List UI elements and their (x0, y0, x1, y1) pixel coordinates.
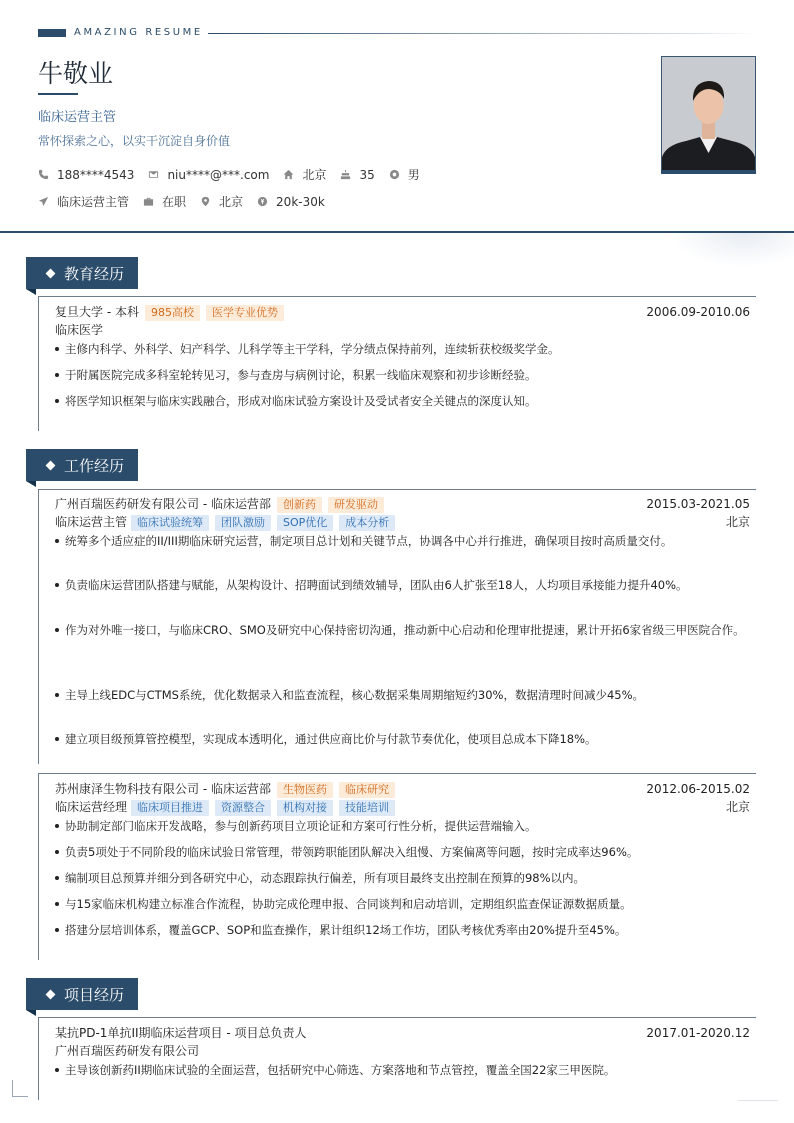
job-position-line (55, 800, 395, 816)
job-bullet: 作为对外唯一接口，与临床CRO、SMO及研究中心保持密切沟通，推动新中心启动和伦理审批提速，累计开拓6家省级三甲医院合作。 (55, 620, 745, 641)
job-bullet: 搭建分层培训体系，覆盖GCP、SOP和监查操作，累计组织12场工作坊，团队考核优秀率由20%提升至45%。 (55, 920, 753, 941)
candidate-role: 临床运营主管 (38, 110, 117, 125)
header-rule (208, 33, 756, 34)
company-tag: 临床研究 (339, 782, 395, 798)
company-tag: 创新药 (277, 497, 322, 513)
project-top-rule (38, 1017, 756, 1018)
briefcase-icon (143, 196, 154, 207)
skill-tag: 机构对接 (277, 800, 333, 816)
job-date: 2015.03-2021.05 (646, 497, 750, 511)
age-value: 35 (359, 167, 375, 182)
email-item (148, 168, 269, 182)
bullet-dot (55, 850, 59, 854)
education-bullet: 于附属医院完成多科室轮转见习，参与查房与病例讨论，积累一线临床观察和初步诊断经验。 (55, 365, 753, 386)
page-corner-mark (12, 1080, 28, 1097)
job-bullet: 协助制定部门临床开发战略，参与创新药项目立项论证和方案可行性分析，提供运营端输入。 (55, 816, 753, 837)
bullet-dot (55, 824, 59, 828)
education-bullet: 将医学知识框架与临床实践融合，形成对临床试验方案设计及受试者安全关键点的深度认知。 (55, 391, 753, 412)
bullet-dot (55, 737, 59, 741)
email-value: niu****@***.com (167, 167, 270, 182)
section-title-text: 教育经历 (64, 264, 125, 283)
job-bullet: 建立项目级预算管控模型，实现成本透明化，通过供应商比价与付款节奏优化，使项目总成本下降18%。 (55, 729, 753, 750)
job-date: 2012.06-2015.02 (646, 782, 750, 796)
skill-tag: 资源整合 (215, 800, 271, 816)
education-date: 2006.09-2010.06 (646, 305, 750, 319)
section-title-work (26, 449, 138, 481)
education-timeline-line (38, 296, 39, 431)
job-top-rule (38, 489, 756, 490)
footer-rule (738, 1100, 778, 1101)
project-date: 2017.01-2020.12 (646, 1026, 750, 1040)
home-icon (283, 169, 294, 180)
job-position-line (55, 515, 395, 531)
header-accent-bar (38, 29, 66, 37)
salary-item (257, 195, 325, 209)
diamond-icon (46, 460, 56, 470)
send-icon (38, 196, 49, 207)
skill-tag: 成本分析 (339, 515, 395, 531)
job-company: 苏州康泽生物科技有限公司 - 临床运营部 (55, 782, 271, 796)
job-city: 北京 (725, 515, 750, 529)
job-intent-row (38, 193, 339, 210)
bullet-dot (55, 399, 59, 403)
job-company-line (55, 782, 395, 798)
project-timeline-line (38, 1017, 39, 1100)
school-tag: 985高校 (145, 305, 200, 321)
skill-tag: 技能培训 (339, 800, 395, 816)
location-pin-icon (200, 196, 211, 207)
section-title-fold (26, 481, 36, 487)
education-top-rule (38, 296, 756, 297)
job-timeline-line (38, 773, 39, 960)
hometown-value: 北京 (302, 168, 327, 182)
job-bullet: 与15家临床机构建立标准合作流程，协助完成伦理申报、合同谈判和启动培训，定期组织监查保证源数据质量。 (55, 894, 753, 915)
project-name: 某抗PD-1单抗II期临床运营项目 - 项目总负责人 (55, 1026, 307, 1040)
bullet-dot (55, 1068, 59, 1072)
status-item (143, 193, 186, 210)
header-shadow-decoration (670, 233, 794, 267)
school-tag: 医学专业优势 (206, 305, 284, 321)
mail-icon (148, 169, 159, 180)
diamond-icon (46, 989, 56, 999)
section-title-text: 工作经历 (64, 456, 125, 475)
intent-role-item (38, 193, 129, 210)
intent-city-item (200, 193, 243, 210)
bullet-dot (55, 928, 59, 932)
job-top-rule (38, 773, 756, 774)
bullet-dot (55, 628, 59, 632)
skill-tag: 临床试验统筹 (131, 515, 209, 531)
avatar-portrait (662, 57, 755, 171)
education-bullet: 主修内科学、外科学、妇产科学、儿科学等主干学科，学分绩点保持前列，连续斩获校级奖学金。 (55, 339, 753, 360)
job-position: 临床运营主管 (55, 515, 128, 529)
skill-tag: 临床项目推进 (131, 800, 209, 816)
section-title-fold (26, 1010, 36, 1016)
job-timeline-line (38, 489, 39, 764)
section-title-project (26, 978, 138, 1010)
candidate-motto: 常怀探索之心，以实干沉淀自身价值 (38, 134, 231, 148)
status-value: 在职 (162, 195, 187, 209)
section-title-education (26, 257, 138, 289)
diamond-icon (46, 268, 56, 278)
project-bullet: 主导该创新药II期临床试验的全面运营，包括研究中心筛选、方案落地和节点管控，覆盖全国22家三甲医院。 (55, 1060, 753, 1081)
section-title-fold (26, 289, 36, 295)
candidate-name: 牛敬业 (38, 59, 114, 88)
intent-role-value: 临床运营主管 (57, 195, 130, 209)
skill-tag: SOP优化 (277, 515, 333, 531)
job-company: 广州百瑞医药研发有限公司 - 临床运营部 (55, 497, 271, 511)
salary-value: 20k-30k (276, 194, 325, 209)
education-school-line (55, 305, 284, 321)
bullet-dot (55, 539, 59, 543)
bullet-dot (55, 902, 59, 906)
project-org: 广州百瑞医药研发有限公司 (55, 1044, 200, 1058)
gender-icon (389, 169, 400, 180)
phone-value: 188****4543 (57, 167, 135, 182)
name-underline (38, 93, 78, 95)
intent-city-value: 北京 (219, 195, 244, 209)
education-major: 临床医学 (55, 323, 104, 337)
bullet-dot (55, 347, 59, 351)
header-label: AMAZING RESUME (74, 27, 203, 38)
company-tag: 研发驱动 (328, 497, 384, 513)
bullet-dot (55, 583, 59, 587)
school-name: 复旦大学 - 本科 (55, 305, 139, 319)
phone-icon (38, 169, 49, 180)
bullet-dot (55, 693, 59, 697)
job-company-line (55, 497, 384, 513)
company-tag: 生物医药 (277, 782, 333, 798)
photo-underline (661, 170, 756, 174)
cake-icon (340, 169, 351, 180)
job-bullet: 主导上线EDC与CTMS系统，优化数据录入和监查流程，核心数据采集周期缩短约30%，数据清理时间减少45%。 (55, 685, 753, 706)
bullet-dot (55, 876, 59, 880)
bullet-dot (55, 373, 59, 377)
job-bullet: 编制项目总预算并细分到各研究中心，动态跟踪执行偏差，所有项目最终支出控制在预算的98%以内。 (55, 868, 753, 889)
job-position: 临床运营经理 (55, 800, 128, 814)
profile-photo (661, 56, 756, 172)
phone-item (38, 168, 134, 182)
gender-value: 男 (407, 168, 420, 182)
job-bullet: 统筹多个适应症的II/III期临床研究运营，制定项目总计划和关键节点，协调各中心并行推进，确保项目按时高质量交付。 (55, 531, 753, 552)
job-city: 北京 (725, 800, 750, 814)
job-bullet: 负责5项处于不同阶段的临床试验日常管理，带领跨职能团队解决入组慢、方案偏离等问题，按时完成率达96%。 (55, 842, 753, 863)
section-title-text: 项目经历 (64, 985, 125, 1004)
hometown-item (283, 166, 326, 183)
skill-tag: 团队激励 (215, 515, 271, 531)
gender-item (389, 166, 420, 183)
job-bullet: 负责临床运营团队搭建与赋能，从架构设计、招聘面试到绩效辅导，团队由6人扩张至18人，人均项目承接能力提升40%。 (55, 575, 753, 596)
age-item (340, 168, 374, 182)
money-icon (257, 196, 268, 207)
contact-row (38, 166, 434, 183)
